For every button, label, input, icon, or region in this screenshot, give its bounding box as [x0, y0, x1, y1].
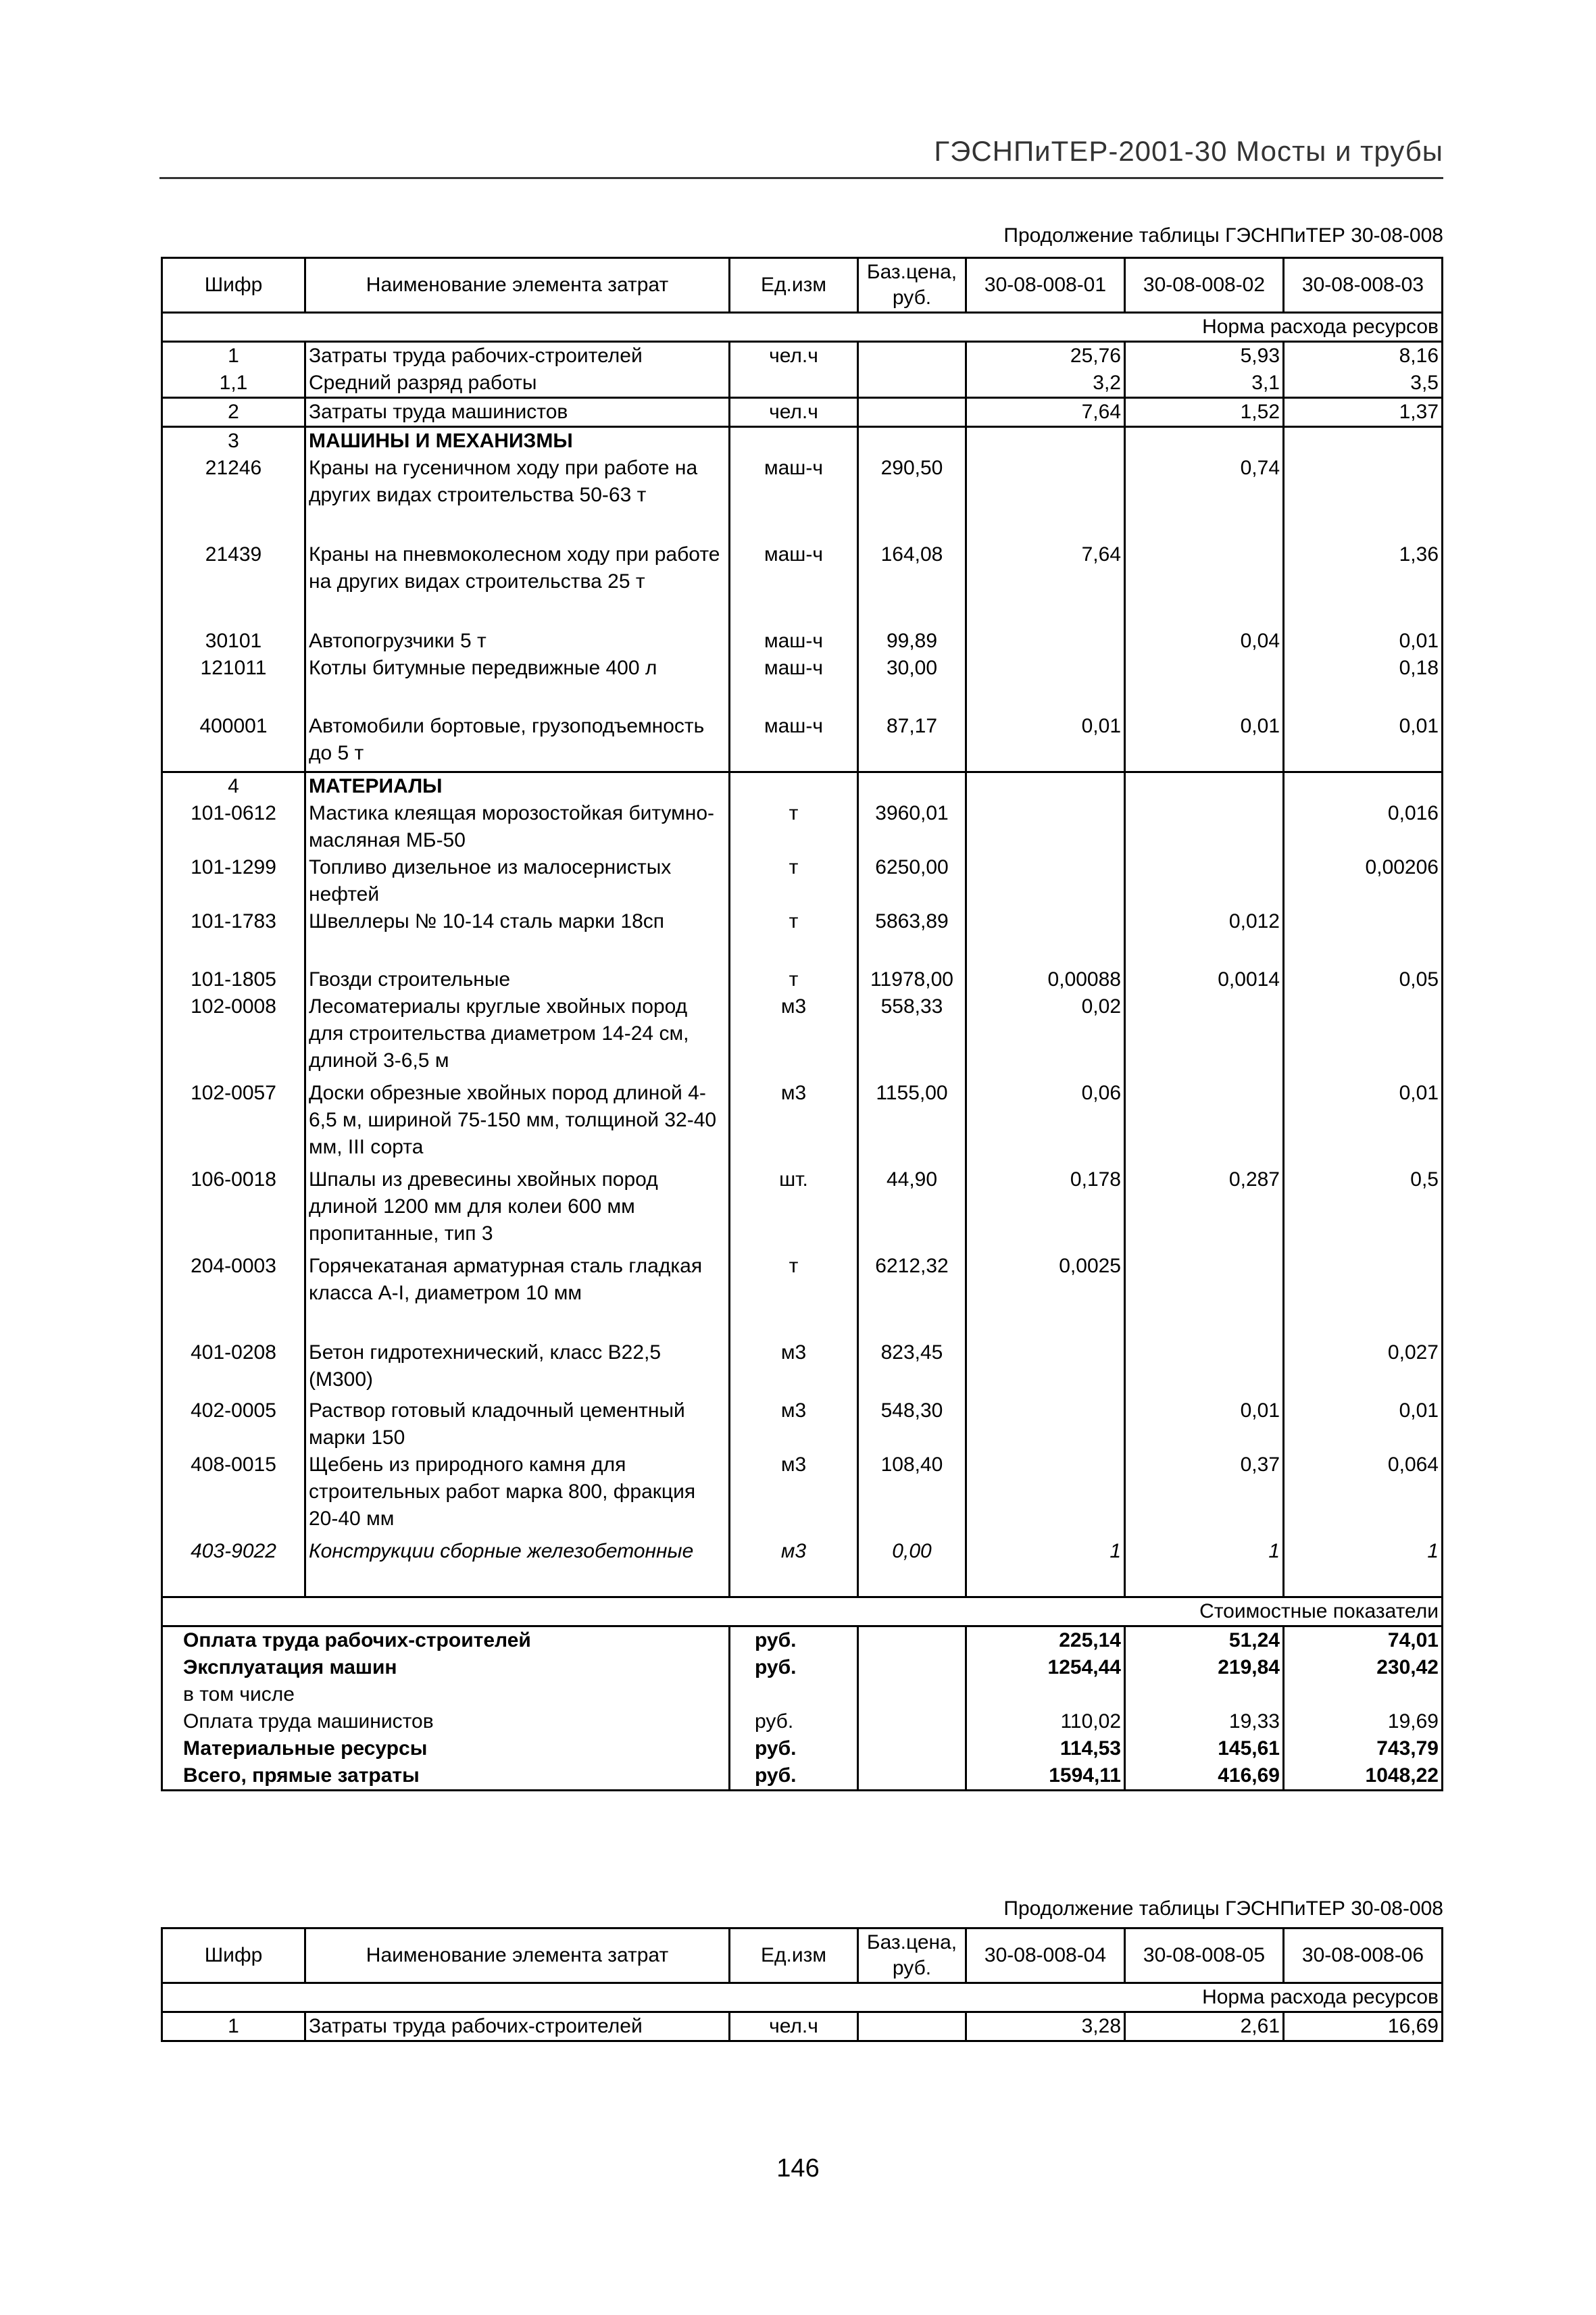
cost-value-cell: 74,01	[1284, 1626, 1443, 1655]
base-price-cell: 30,00	[858, 655, 966, 713]
table-row	[162, 342, 1443, 370]
column-header-variant-6: 30-08-008-06	[1284, 1928, 1443, 1983]
resource-name: Затраты труда рабочих-строителей	[305, 2012, 730, 2041]
unit-cell: т	[730, 908, 858, 966]
table-row	[162, 1080, 1443, 1166]
norm-value-cell: 0,016	[1284, 800, 1443, 854]
norm-value-cell: 0,74	[1125, 455, 1284, 541]
cost-unit: руб.	[730, 1708, 858, 1735]
norm-value-cell	[966, 854, 1125, 908]
base-price-cell: 108,40	[858, 1451, 966, 1538]
unit-cell	[730, 772, 858, 801]
base-price-cell: 0,00	[858, 1538, 966, 1597]
resource-norms-table-continued	[161, 1927, 1443, 2042]
cost-value-cell: 114,53	[966, 1735, 1125, 1762]
cost-item-name: Оплата труда рабочих-строителей	[162, 1626, 730, 1655]
column-header-variant-3: 30-08-008-03	[1284, 258, 1443, 313]
resource-name: Мастика клеящая морозостойкая битумно-масляная МБ-50	[305, 800, 730, 854]
cost-item-name: Материальные ресурсы	[162, 1735, 730, 1762]
resource-code: 2	[162, 398, 305, 427]
cost-price-empty	[858, 1626, 966, 1655]
cost-value-cell: 219,84	[1125, 1654, 1284, 1681]
norm-value-cell: 0,37	[1125, 1451, 1284, 1538]
table-row	[162, 993, 1443, 1080]
cost-value-cell: 416,69	[1125, 1762, 1284, 1791]
norm-value-cell	[966, 800, 1125, 854]
table-row	[162, 541, 1443, 628]
norm-value-cell	[1125, 541, 1284, 628]
norm-value-cell: 3,1	[1125, 370, 1284, 398]
unit-cell: м3	[730, 993, 858, 1080]
table-row	[162, 2012, 1443, 2041]
resource-name: Конструкции сборные железобетонные	[305, 1538, 730, 1597]
norm-value-cell: 0,01	[1284, 1080, 1443, 1166]
norm-value-cell: 3,28	[966, 2012, 1125, 2041]
base-price-cell: 6212,32	[858, 1253, 966, 1339]
table-row	[162, 713, 1443, 772]
base-price-cell: 3960,01	[858, 800, 966, 854]
cost-price-empty	[858, 1762, 966, 1791]
unit-cell: маш-ч	[730, 713, 858, 772]
norm-value-cell	[1125, 1080, 1284, 1166]
resource-name: Швеллеры № 10-14 сталь марки 18сп	[305, 908, 730, 966]
column-header-unit: Ед.изм	[730, 258, 858, 313]
resource-code: 21439	[162, 541, 305, 628]
resource-name: Топливо дизельное из малосернистых нефтей	[305, 854, 730, 908]
resource-code: 21246	[162, 455, 305, 541]
norm-value-cell	[966, 628, 1125, 655]
resource-norms-table	[161, 257, 1443, 1791]
cost-row	[162, 1654, 1443, 1681]
norm-value-cell: 0,0014	[1125, 966, 1284, 993]
resource-name: Горячекатаная арматурная сталь гладкая класса А-I, диаметром 10 мм	[305, 1253, 730, 1339]
norm-value-cell	[1284, 772, 1443, 801]
norm-value-cell	[966, 427, 1125, 455]
resource-name: Средний разряд работы	[305, 370, 730, 398]
table-row	[162, 1397, 1443, 1451]
norm-value-cell: 0,01	[1284, 628, 1443, 655]
header-row	[162, 1928, 1443, 1983]
norm-label: Норма расхода ресурсов	[162, 313, 1443, 342]
header-rule	[159, 177, 1443, 179]
resource-code: 121011	[162, 655, 305, 713]
unit-cell: маш-ч	[730, 655, 858, 713]
norm-value-cell: 0,178	[966, 1166, 1125, 1253]
resource-code: 102-0057	[162, 1080, 305, 1166]
cost-price-empty	[858, 1735, 966, 1762]
norm-value-cell: 0,01	[966, 713, 1125, 772]
norm-value-cell: 0,06	[966, 1080, 1125, 1166]
resource-name: Краны на пневмоколесном ходу при работе на других видах строительства 25 т	[305, 541, 730, 628]
table-row	[162, 908, 1443, 966]
base-price-cell: 6250,00	[858, 854, 966, 908]
cost-value-cell: 1594,11	[966, 1762, 1125, 1791]
cost-value-cell: 110,02	[966, 1708, 1125, 1735]
norm-value-cell: 0,05	[1284, 966, 1443, 993]
cost-label: Стоимостные показатели	[162, 1597, 1443, 1626]
cost-item-name: Оплата труда машинистов	[162, 1708, 730, 1735]
norm-value-cell	[1125, 1339, 1284, 1397]
resource-code: 408-0015	[162, 1451, 305, 1538]
norm-value-cell	[1125, 427, 1284, 455]
base-price-cell: 87,17	[858, 713, 966, 772]
norm-value-cell: 0,00088	[966, 966, 1125, 993]
table-row	[162, 1451, 1443, 1538]
cost-row	[162, 1762, 1443, 1791]
norm-value-cell	[966, 1339, 1125, 1397]
base-price-cell	[858, 427, 966, 455]
unit-cell: чел.ч	[730, 398, 858, 427]
column-header-variant-2: 30-08-008-02	[1125, 258, 1284, 313]
table-row	[162, 800, 1443, 854]
base-price-cell: 5863,89	[858, 908, 966, 966]
norm-value-cell: 0,0025	[966, 1253, 1125, 1339]
cost-value-cell: 1048,22	[1284, 1762, 1443, 1791]
norm-value-cell: 0,01	[1284, 713, 1443, 772]
base-price-cell: 823,45	[858, 1339, 966, 1397]
unit-cell: маш-ч	[730, 541, 858, 628]
norm-value-cell: 0,064	[1284, 1451, 1443, 1538]
norm-value-cell	[966, 655, 1125, 713]
cost-unit: руб.	[730, 1654, 858, 1681]
base-price-cell: 164,08	[858, 541, 966, 628]
norm-value-cell: 0,01	[1125, 713, 1284, 772]
norm-value-cell: 0,04	[1125, 628, 1284, 655]
norm-value-cell: 1	[1125, 1538, 1284, 1597]
cost-price-empty	[858, 1708, 966, 1735]
unit-cell: чел.ч	[730, 2012, 858, 2041]
unit-cell: шт.	[730, 1166, 858, 1253]
cost-value-cell: 19,69	[1284, 1708, 1443, 1735]
norm-value-cell: 25,76	[966, 342, 1125, 370]
table-row	[162, 1538, 1443, 1597]
base-price-cell: 99,89	[858, 628, 966, 655]
cost-value-cell: 743,79	[1284, 1735, 1443, 1762]
base-price-cell	[858, 2012, 966, 2041]
table-row	[162, 1166, 1443, 1253]
norm-label-row	[162, 1983, 1443, 2012]
resource-name: МАТЕРИАЛЫ	[305, 772, 730, 801]
cost-item-name: в том числе	[162, 1681, 730, 1708]
norm-value-cell: 0,00206	[1284, 854, 1443, 908]
cost-value-cell: 225,14	[966, 1626, 1125, 1655]
cost-row	[162, 1681, 1443, 1708]
norm-value-cell: 0,027	[1284, 1339, 1443, 1397]
norm-value-cell	[1284, 908, 1443, 966]
table-row	[162, 1339, 1443, 1397]
unit-cell: м3	[730, 1080, 858, 1166]
base-price-cell: 290,50	[858, 455, 966, 541]
unit-cell: маш-ч	[730, 628, 858, 655]
norm-value-cell	[1125, 854, 1284, 908]
norm-value-cell: 1,36	[1284, 541, 1443, 628]
resource-code: 204-0003	[162, 1253, 305, 1339]
cost-unit: руб.	[730, 1735, 858, 1762]
resource-name: Котлы битумные передвижные 400 л	[305, 655, 730, 713]
cost-value-cell	[1125, 1681, 1284, 1708]
table-row	[162, 1253, 1443, 1339]
norm-value-cell: 1	[966, 1538, 1125, 1597]
norm-value-cell: 2,61	[1125, 2012, 1284, 2041]
norm-value-cell	[966, 455, 1125, 541]
norm-value-cell	[1125, 1253, 1284, 1339]
table-row	[162, 772, 1443, 801]
cost-item-name: Всего, прямые затраты	[162, 1762, 730, 1791]
norm-value-cell	[1125, 655, 1284, 713]
cost-row	[162, 1735, 1443, 1762]
norm-value-cell: 0,18	[1284, 655, 1443, 713]
cost-unit	[730, 1681, 858, 1708]
column-header-variant-4: 30-08-008-04	[966, 1928, 1125, 1983]
table-row	[162, 427, 1443, 455]
norm-value-cell: 16,69	[1284, 2012, 1443, 2041]
unit-cell	[730, 370, 858, 398]
resource-code: 401-0208	[162, 1339, 305, 1397]
resource-code: 1,1	[162, 370, 305, 398]
table-row	[162, 628, 1443, 655]
column-header-name: Наименование элемента затрат	[305, 258, 730, 313]
column-header-variant-5: 30-08-008-05	[1125, 1928, 1284, 1983]
column-header-code: Шифр	[162, 1928, 305, 1983]
cost-value-cell: 19,33	[1125, 1708, 1284, 1735]
unit-cell: маш-ч	[730, 455, 858, 541]
unit-cell: т	[730, 854, 858, 908]
norm-value-cell	[1125, 800, 1284, 854]
resource-name: Лесоматериалы круглые хвойных пород для строительства диаметром 14-24 см, длиной 3-6,5 м	[305, 993, 730, 1080]
resource-code: 402-0005	[162, 1397, 305, 1451]
resource-name: Щебень из природного камня для строительных работ марка 800, фракция 20-40 мм	[305, 1451, 730, 1538]
base-price-cell: 11978,00	[858, 966, 966, 993]
unit-cell	[730, 427, 858, 455]
resource-name: Шпалы из древесины хвойных пород длиной 1200 мм для колеи 600 мм пропитанные, тип 3	[305, 1166, 730, 1253]
table-row	[162, 655, 1443, 713]
unit-cell: т	[730, 1253, 858, 1339]
norm-value-cell	[966, 1397, 1125, 1451]
resource-name: Гвозди строительные	[305, 966, 730, 993]
base-price-cell	[858, 370, 966, 398]
table-row	[162, 398, 1443, 427]
norm-value-cell: 0,012	[1125, 908, 1284, 966]
resource-code: 400001	[162, 713, 305, 772]
norm-value-cell: 7,64	[966, 541, 1125, 628]
resource-name: Автопогрузчики 5 т	[305, 628, 730, 655]
norm-value-cell	[966, 772, 1125, 801]
resource-code: 403-9022	[162, 1538, 305, 1597]
norm-value-cell: 1,37	[1284, 398, 1443, 427]
cost-item-name: Эксплуатация машин	[162, 1654, 730, 1681]
unit-cell: т	[730, 800, 858, 854]
column-header-price: Баз.цена, руб.	[858, 1928, 966, 1983]
resource-code: 106-0018	[162, 1166, 305, 1253]
resource-code: 30101	[162, 628, 305, 655]
cost-label-row	[162, 1597, 1443, 1626]
table-row	[162, 966, 1443, 993]
resource-code: 101-1299	[162, 854, 305, 908]
table-row	[162, 854, 1443, 908]
column-header-unit: Ед.изм	[730, 1928, 858, 1983]
norm-value-cell	[966, 1451, 1125, 1538]
resource-code: 3	[162, 427, 305, 455]
cost-value-cell: 51,24	[1125, 1626, 1284, 1655]
unit-cell: м3	[730, 1451, 858, 1538]
norm-value-cell: 0,01	[1125, 1397, 1284, 1451]
resource-name: Доски обрезные хвойных пород длиной 4-6,5 м, шириной 75-150 мм, толщиной 32-40 мм, III сорта	[305, 1080, 730, 1166]
base-price-cell: 558,33	[858, 993, 966, 1080]
resource-code: 1	[162, 342, 305, 370]
cost-value-cell	[1284, 1681, 1443, 1708]
norm-value-cell: 1	[1284, 1538, 1443, 1597]
unit-cell: м3	[730, 1339, 858, 1397]
header-row	[162, 258, 1443, 313]
resource-code: 4	[162, 772, 305, 801]
table-caption-continued: Продолжение таблицы ГЭСНПиТЕР 30-08-008	[1003, 1897, 1443, 1920]
unit-cell: м3	[730, 1538, 858, 1597]
cost-value-cell: 145,61	[1125, 1735, 1284, 1762]
norm-value-cell	[1125, 772, 1284, 801]
norm-value-cell	[1284, 993, 1443, 1080]
resource-name: Бетон гидротехнический, класс В22,5 (М300)	[305, 1339, 730, 1397]
resource-name: Затраты труда машинистов	[305, 398, 730, 427]
cost-row	[162, 1708, 1443, 1735]
norm-value-cell: 0,02	[966, 993, 1125, 1080]
cost-row	[162, 1626, 1443, 1655]
base-price-cell: 44,90	[858, 1166, 966, 1253]
norm-value-cell: 7,64	[966, 398, 1125, 427]
column-header-variant-1: 30-08-008-01	[966, 258, 1125, 313]
resource-name: Раствор готовый кладочный цементный марки 150	[305, 1397, 730, 1451]
table-row	[162, 455, 1443, 541]
resource-name: Автомобили бортовые, грузоподъемность до 5 т	[305, 713, 730, 772]
resource-name: МАШИНЫ И МЕХАНИЗМЫ	[305, 427, 730, 455]
norm-value-cell	[1284, 427, 1443, 455]
resource-name: Краны на гусеничном ходу при работе на других видах строительства 50-63 т	[305, 455, 730, 541]
column-header-name: Наименование элемента затрат	[305, 1928, 730, 1983]
base-price-cell	[858, 772, 966, 801]
base-price-cell	[858, 398, 966, 427]
norm-value-cell: 0,01	[1284, 1397, 1443, 1451]
norm-value-cell	[966, 908, 1125, 966]
resource-code: 101-1783	[162, 908, 305, 966]
norm-value-cell: 5,93	[1125, 342, 1284, 370]
cost-value-cell: 230,42	[1284, 1654, 1443, 1681]
table-row	[162, 370, 1443, 398]
cost-price-empty	[858, 1681, 966, 1708]
resource-code: 101-1805	[162, 966, 305, 993]
norm-value-cell	[1284, 1253, 1443, 1339]
column-header-price: Баз.цена, руб.	[858, 258, 966, 313]
base-price-cell: 548,30	[858, 1397, 966, 1451]
norm-value-cell: 8,16	[1284, 342, 1443, 370]
norm-value-cell: 0,5	[1284, 1166, 1443, 1253]
column-header-code: Шифр	[162, 258, 305, 313]
cost-unit: руб.	[730, 1762, 858, 1791]
norm-value-cell: 0,287	[1125, 1166, 1284, 1253]
norm-value-cell	[1125, 993, 1284, 1080]
norm-value-cell: 3,2	[966, 370, 1125, 398]
unit-cell: чел.ч	[730, 342, 858, 370]
norm-value-cell: 3,5	[1284, 370, 1443, 398]
resource-code: 1	[162, 2012, 305, 2041]
base-price-cell: 1155,00	[858, 1080, 966, 1166]
norm-value-cell: 1,52	[1125, 398, 1284, 427]
norm-value-cell	[1284, 455, 1443, 541]
unit-cell: т	[730, 966, 858, 993]
page-number: 146	[776, 2154, 820, 2183]
norm-label: Норма расхода ресурсов	[162, 1983, 1443, 2012]
base-price-cell	[858, 342, 966, 370]
table-caption: Продолжение таблицы ГЭСНПиТЕР 30-08-008	[1003, 224, 1443, 247]
resource-code: 101-0612	[162, 800, 305, 854]
cost-value-cell	[966, 1681, 1125, 1708]
cost-unit: руб.	[730, 1626, 858, 1655]
norm-label-row	[162, 313, 1443, 342]
unit-cell: м3	[730, 1397, 858, 1451]
resource-name: Затраты труда рабочих-строителей	[305, 342, 730, 370]
resource-code: 102-0008	[162, 993, 305, 1080]
cost-price-empty	[858, 1654, 966, 1681]
running-header: ГЭСНПиТЕР-2001-30 Мосты и трубы	[934, 135, 1443, 167]
cost-value-cell: 1254,44	[966, 1654, 1125, 1681]
